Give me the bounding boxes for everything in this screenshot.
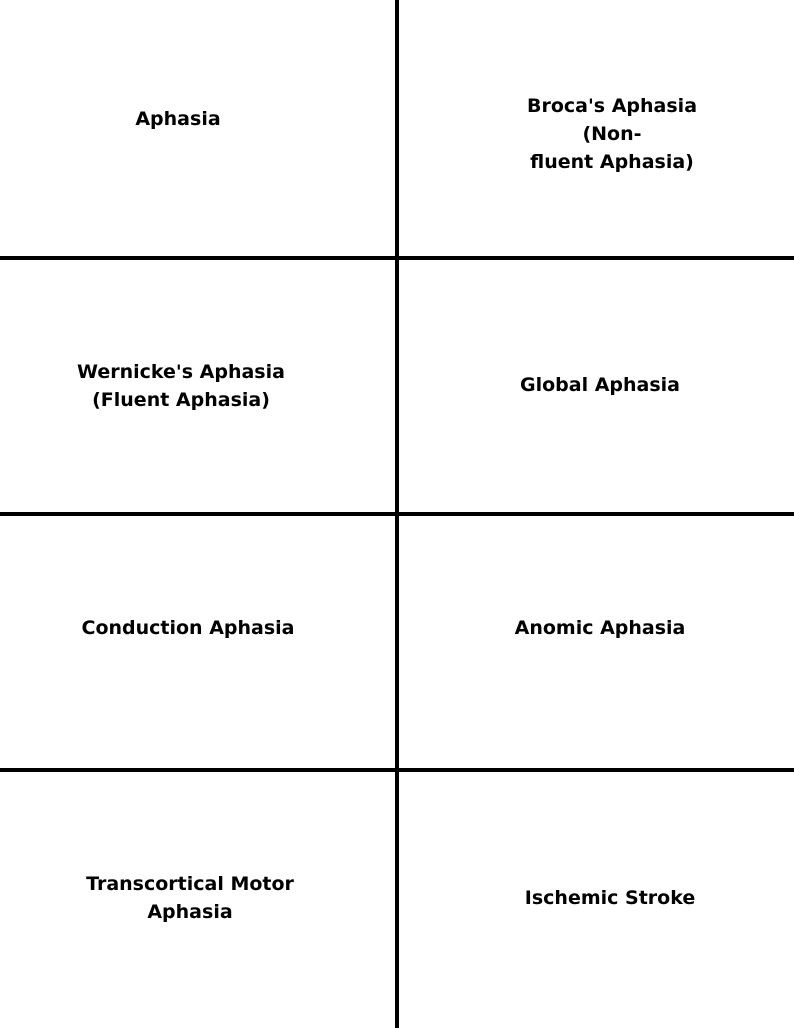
card-term-global-aphasia: Global Aphasia bbox=[519, 374, 681, 396]
card-term-transcortical-motor-aphasia: Transcortical Motor Aphasia bbox=[86, 873, 294, 923]
card-term-wernickes-aphasia: Wernicke's Aphasia (Fluent Aphasia) bbox=[77, 361, 285, 411]
card-term-aphasia: Aphasia bbox=[135, 108, 221, 130]
horizontal-divider-2 bbox=[0, 512, 794, 516]
horizontal-divider-1 bbox=[0, 256, 794, 260]
card-term-conduction-aphasia: Conduction Aphasia bbox=[81, 617, 295, 639]
horizontal-divider-3 bbox=[0, 768, 794, 772]
card-term-ischemic-stroke: Ischemic Stroke bbox=[524, 887, 696, 909]
card-term-brocas-aphasia: Broca's Aphasia (Non- fluent Aphasia) bbox=[526, 95, 698, 173]
card-term-anomic-aphasia: Anomic Aphasia bbox=[514, 617, 686, 639]
